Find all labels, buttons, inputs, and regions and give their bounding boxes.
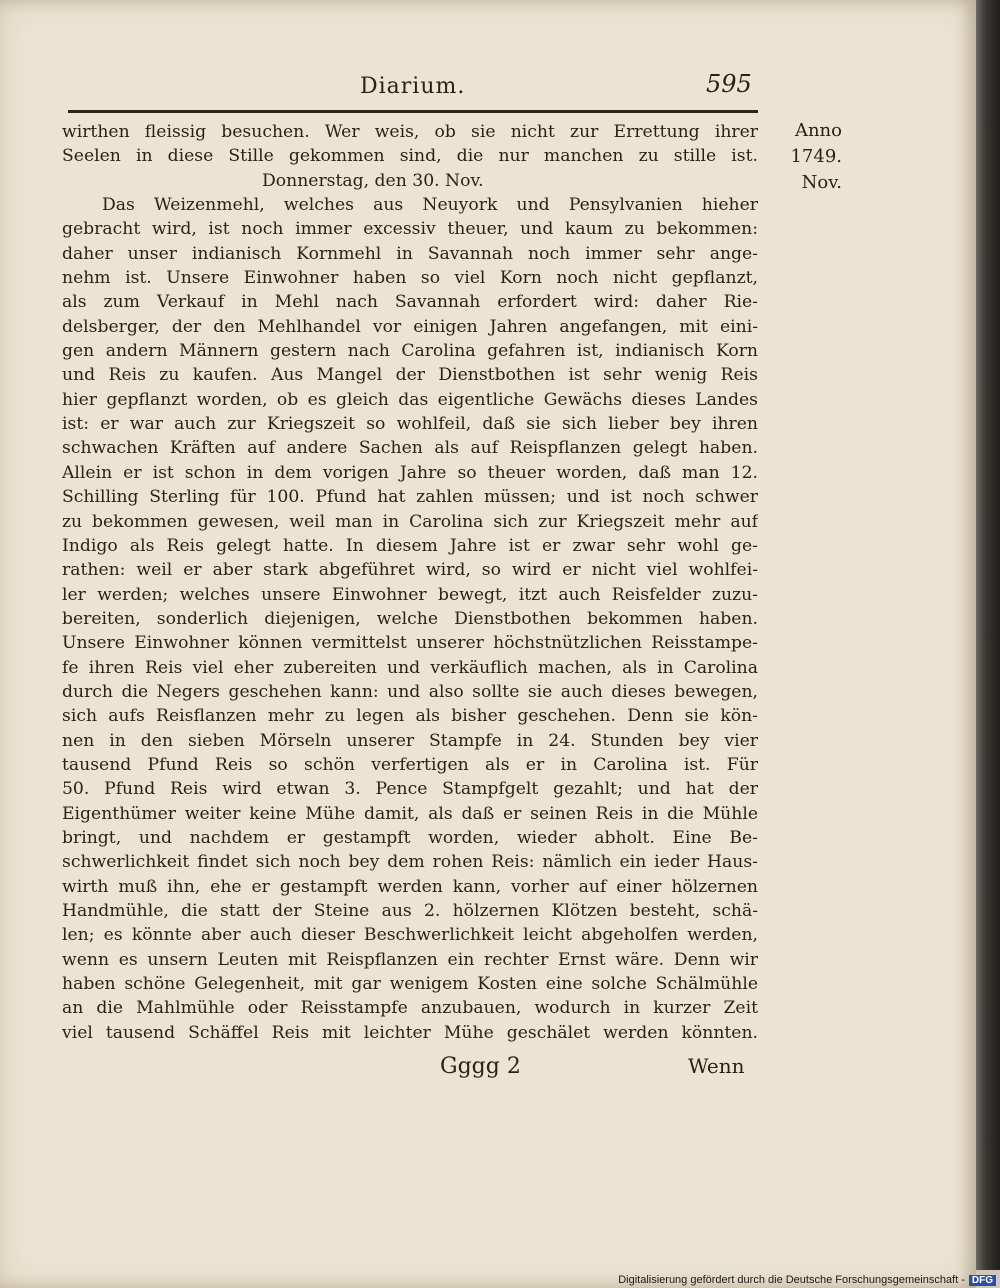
text-line: schwachen Kräften auf andere Sachen als auf Reispflanzen gelegt haben. <box>62 438 758 459</box>
text-line: len; es könnte aber auch dieser Beschwerlichkeit leicht abgeholfen werden, <box>62 925 758 946</box>
catchword: Wenn <box>688 1054 745 1078</box>
margin-note-month: Nov. <box>801 172 842 193</box>
text-line: wirthen fleissig besuchen. Wer weis, ob sie nicht zur Errettung ihrer <box>62 122 758 142</box>
text-line: gen andern Männern gestern nach Carolina gefahren ist, indianisch Korn <box>62 341 758 362</box>
text-line: Unsere Einwohner können vermittelst unserer höchstnützlichen Reisstampe- <box>62 633 758 654</box>
text-line: bereiten, sonderlich diejenigen, welche Dienstbothen bekommen haben. <box>62 608 758 629</box>
text-line: haben schöne Gelegenheit, mit gar wenigem Kosten eine solche Schälmühle <box>62 974 758 995</box>
text-line: Handmühle, die statt der Steine aus 2. hölzernen Klötzen besteht, schä- <box>62 901 758 921</box>
credit-text: Digitalisierung gefördert durch die Deutsche Forschungsgemeinschaft - <box>618 1274 965 1286</box>
text-line: als zum Verkauf in Mehl nach Savannah erfordert wird: daher Rie- <box>62 292 758 313</box>
text-line: viel tausend Schäffel Reis mit leichter Mühe geschälet werden könnten. <box>62 1022 758 1043</box>
text-line: an die Mahlmühle oder Reisstampfe anzubauen, wodurch in kurzer Zeit <box>62 998 758 1019</box>
text-line: Schilling Sterling für 100. Pfund hat zahlen müssen; und ist noch schwer <box>62 487 758 508</box>
digitization-credit <box>618 1274 996 1286</box>
page-number: 595 <box>706 70 752 98</box>
text-line: Eigenthümer weiter keine Mühe damit, als daß er seinen Reis in die Mühle <box>62 803 758 824</box>
text-line: ler werden; welches unsere Einwohner bewegt, itzt auch Reisfelder zuzu- <box>62 584 758 605</box>
text-line: und Reis zu kaufen. Aus Mangel der Dienstbothen ist sehr wenig Reis <box>62 365 758 386</box>
signature-mark: Gggg 2 <box>440 1054 521 1079</box>
text-line: wirth muß ihn, ehe er gestampft werden kann, vorher auf einer hölzernen <box>62 876 758 897</box>
text-line: Indigo als Reis gelegt hatte. In diesem Jahre ist er zwar sehr wohl ge- <box>62 535 758 556</box>
margin-note <box>772 118 842 196</box>
header-rule <box>68 110 758 113</box>
text-line: tausend Pfund Reis so schön verfertigen als er in Carolina ist. Für <box>62 754 758 775</box>
text-line: bringt, und nachdem er gestampft worden, wieder abholt. Eine Be- <box>62 827 758 848</box>
dfg-logo: DFG <box>969 1275 996 1286</box>
text-line: daher unser indianisch Kornmehl in Savannah noch immer sehr ange- <box>62 243 758 264</box>
date-heading: Donnerstag, den 30. Nov. <box>262 170 484 191</box>
text-line: nehm ist. Unsere Einwohner haben so viel Korn noch nicht gepflanzt, <box>62 268 758 289</box>
text-line: zu bekommen gewesen, weil man in Carolina sich zur Kriegszeit mehr auf <box>62 511 758 532</box>
text-line: wenn es unsern Leuten mit Reispflanzen ein rechter Ernst wäre. Denn wir <box>62 949 758 970</box>
text-line: nen in den sieben Mörseln unserer Stampfe in 24. Stunden bey vier <box>62 730 758 751</box>
text-line: hier gepflanzt worden, ob es gleich das eigentliche Gewächs dieses Landes <box>62 389 758 410</box>
margin-note-year-label: Anno <box>794 120 842 141</box>
text-line: delsberger, der den Mehlhandel vor einigen Jahren angefangen, mit eini- <box>62 316 758 337</box>
margin-note-year: 1749. <box>790 146 842 167</box>
body-text <box>62 120 758 1045</box>
text-line: Seelen in diese Stille gekommen sind, die nur manchen zu stille ist. <box>62 146 758 167</box>
text-line: Das Weizenmehl, welches aus Neuyork und Pensylvanien hieher <box>102 195 758 216</box>
book-spine-edge <box>976 0 1000 1270</box>
text-line: 50. Pfund Reis wird etwan 3. Pence Stampfgelt gezahlt; und hat der <box>62 779 758 800</box>
text-line: ist: er war auch zur Kriegszeit so wohlfeil, daß sie sich lieber bey ihren <box>62 414 758 435</box>
text-line: fe ihren Reis viel eher zubereiten und verkäuflich machen, als in Carolina <box>62 657 758 678</box>
text-line: schwerlichkeit findet sich noch bey dem rohen Reis: nämlich ein ieder Haus- <box>62 852 758 873</box>
text-line: rathen: weil er aber stark abgeführet wird, so wird er nicht viel wohlfei- <box>62 560 758 581</box>
text-line: gebracht wird, ist noch immer excessiv theuer, und kaum zu bekommen: <box>62 219 758 240</box>
text-line: durch die Negers geschehen kann: und also sollte sie auch dieses bewegen, <box>62 681 758 702</box>
running-head: Diarium. <box>360 74 466 99</box>
text-line: sich aufs Reisflanzen mehr zu legen als bisher geschehen. Denn sie kön- <box>62 706 758 727</box>
text-line: Allein er ist schon in dem vorigen Jahre so theuer worden, daß man 12. <box>62 462 758 483</box>
